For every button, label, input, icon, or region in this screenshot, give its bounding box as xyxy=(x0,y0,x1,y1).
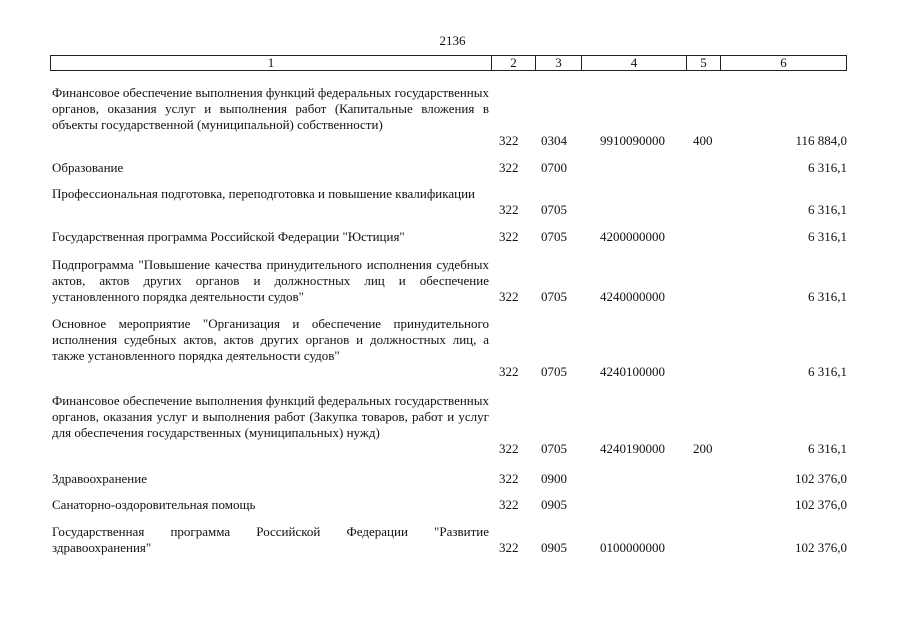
cell-chapter: 322 xyxy=(499,540,519,555)
cell-amount: 6 316,1 xyxy=(808,364,847,379)
header-col-3: 3 xyxy=(536,56,582,70)
table-row xyxy=(50,524,847,556)
cell-chapter: 322 xyxy=(499,160,519,175)
cell-target-article: 4240190000 xyxy=(600,441,665,456)
cell-amount: 6 316,1 xyxy=(808,202,847,217)
table-row xyxy=(50,85,847,149)
row-description: Государственная программа Российской Федерации "Юстиция" xyxy=(52,229,405,244)
table-row xyxy=(50,229,847,245)
row-description: Здравоохранение xyxy=(52,471,147,486)
cell-target-article: 4240000000 xyxy=(600,289,665,304)
cell-amount: 102 376,0 xyxy=(795,471,847,486)
cell-section: 0705 xyxy=(541,229,567,244)
table-row xyxy=(50,160,847,176)
cell-amount: 102 376,0 xyxy=(795,497,847,512)
cell-section: 0304 xyxy=(541,133,567,148)
table-row xyxy=(50,393,847,457)
row-description: Государственная программа Российской Федерации "Развитие здравоохранения" xyxy=(52,524,489,555)
table-header xyxy=(50,55,847,71)
table-row xyxy=(50,497,847,513)
table-row xyxy=(50,257,847,305)
cell-amount: 102 376,0 xyxy=(795,540,847,555)
cell-expense-type: 200 xyxy=(693,441,713,456)
cell-chapter: 322 xyxy=(499,364,519,379)
header-col-1: 1 xyxy=(51,56,492,70)
cell-expense-type: 400 xyxy=(693,133,713,148)
row-description: Профессиональная подготовка, переподготовка и повышение квалификации xyxy=(52,186,476,201)
cell-chapter: 322 xyxy=(499,289,519,304)
cell-section: 0905 xyxy=(541,540,567,555)
cell-chapter: 322 xyxy=(499,441,519,456)
cell-section: 0705 xyxy=(541,364,567,379)
cell-section: 0705 xyxy=(541,441,567,456)
row-description: Финансовое обеспечение выполнения функций федеральных государственных органов, оказания услуг и выполнения работ (Капитальные вложения в объекты государственной (муниципальной) собственности) xyxy=(52,85,489,132)
cell-section: 0700 xyxy=(541,160,567,175)
cell-chapter: 322 xyxy=(499,497,519,512)
cell-section: 0905 xyxy=(541,497,567,512)
cell-amount: 6 316,1 xyxy=(808,441,847,456)
cell-section: 0705 xyxy=(541,289,567,304)
header-col-6: 6 xyxy=(780,55,787,70)
header-col-2: 2 xyxy=(492,56,536,70)
page-number: 2136 xyxy=(439,33,466,48)
cell-amount: 6 316,1 xyxy=(808,160,847,175)
table-row xyxy=(50,471,847,487)
header-col-5: 5 xyxy=(687,56,721,70)
cell-chapter: 322 xyxy=(499,133,519,148)
header-col-4: 4 xyxy=(582,56,687,70)
cell-chapter: 322 xyxy=(499,202,519,217)
row-description: Образование xyxy=(52,160,124,175)
table-row xyxy=(50,316,847,380)
row-description: Подпрограмма "Повышение качества принудительного исполнения судебных актов, актов других органов и должностных лиц и обеспечение установленного порядка деятельности судов" xyxy=(52,257,489,304)
table-row xyxy=(50,186,847,218)
cell-amount: 6 316,1 xyxy=(808,289,847,304)
cell-target-article: 4240100000 xyxy=(600,364,665,379)
cell-chapter: 322 xyxy=(499,471,519,486)
cell-chapter: 322 xyxy=(499,229,519,244)
cell-section: 0705 xyxy=(541,202,567,217)
row-description: Финансовое обеспечение выполнения функций федеральных государственных органов, оказания услуг и выполнения работ (Закупка товаров, работ и услуг для обеспечения государственных (муниципальных) нужд) xyxy=(52,393,489,440)
row-description: Санаторно-оздоровительная помощь xyxy=(52,497,256,512)
cell-target-article: 4200000000 xyxy=(600,229,665,244)
cell-target-article: 9910090000 xyxy=(600,133,665,148)
cell-target-article: 0100000000 xyxy=(600,540,665,555)
cell-amount: 6 316,1 xyxy=(808,229,847,244)
row-description: Основное мероприятие "Организация и обеспечение принудительного исполнения судебных актов, актов других органов и должностных лиц, а также установленного порядка деятельности судов" xyxy=(52,316,489,363)
cell-section: 0900 xyxy=(541,471,567,486)
cell-amount: 116 884,0 xyxy=(795,133,847,148)
